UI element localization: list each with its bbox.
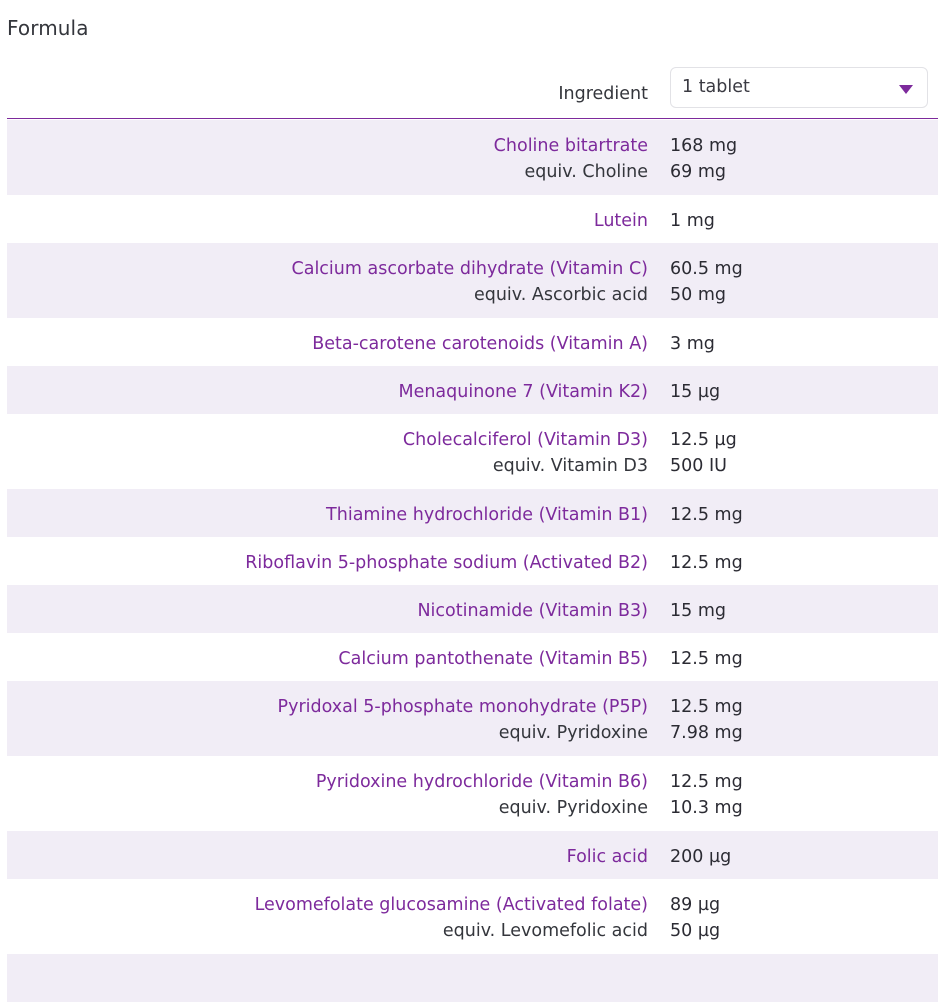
table-row [7, 537, 938, 585]
ingredient-link[interactable]: Folic acid [566, 847, 648, 867]
ingredient-amount: 12.5 mg [670, 505, 743, 525]
equivalent-name: equiv. Levomefolic acid [442, 921, 648, 941]
amount-cell [670, 133, 737, 185]
equivalent-amount: 50 µg [670, 921, 721, 941]
ingredient-name-cell [292, 256, 649, 308]
table-row [7, 489, 938, 537]
amount-cell [670, 598, 726, 624]
ingredient-name-cell [417, 598, 648, 624]
ingredient-column-label: Ingredient [558, 84, 648, 104]
equivalent-name: equiv. Ascorbic acid [473, 285, 648, 305]
table-row [7, 585, 938, 633]
table-row [7, 831, 938, 879]
serving-size-value: 1 tablet [682, 77, 750, 97]
amount-cell [670, 208, 715, 234]
ingredient-link[interactable]: Lutein [593, 211, 648, 231]
table-row [7, 879, 938, 954]
table-row [7, 633, 938, 681]
table-row [7, 414, 938, 489]
ingredient-amount: 89 µg [670, 895, 721, 915]
equivalent-amount: 500 IU [670, 456, 727, 476]
equivalent-amount: 7.98 mg [670, 723, 743, 743]
ingredient-link[interactable]: Thiamine hydrochloride (Vitamin B1) [326, 505, 648, 525]
ingredient-link[interactable]: Levomefolate glucosamine (Activated folate) [254, 895, 648, 915]
ingredient-table [7, 120, 938, 1002]
ingredient-name-cell [255, 892, 648, 944]
amount-cell [670, 844, 731, 870]
amount-cell [670, 892, 720, 944]
table-row [7, 120, 938, 195]
ingredient-link[interactable]: Calcium ascorbate dihydrate (Vitamin C) [291, 259, 648, 279]
ingredient-name-cell [245, 550, 648, 576]
ingredient-name-cell [567, 844, 648, 870]
amount-cell [670, 427, 737, 479]
ingredient-amount: 12.5 mg [670, 697, 743, 717]
equivalent-name: equiv. Pyridoxine [498, 723, 648, 743]
table-row [7, 681, 938, 756]
ingredient-name-cell [278, 694, 648, 746]
ingredient-amount: 3 mg [670, 334, 715, 354]
ingredient-link[interactable]: Pyridoxal 5-phosphate monohydrate (P5P) [277, 697, 648, 717]
ingredient-amount: 60.5 mg [670, 259, 743, 279]
ingredient-link[interactable]: Nicotinamide (Vitamin B3) [417, 601, 648, 621]
ingredient-link[interactable]: Menaquinone 7 (Vitamin K2) [398, 382, 648, 402]
amount-cell [670, 379, 720, 405]
ingredient-amount: 15 µg [670, 382, 721, 402]
equivalent-amount: 10.3 mg [670, 798, 743, 818]
amount-cell [670, 502, 743, 528]
table-row [7, 756, 938, 831]
ingredient-amount: 12.5 mg [670, 649, 743, 669]
ingredient-amount: 168 mg [670, 136, 738, 156]
ingredient-name-cell [312, 331, 648, 357]
ingredient-name-cell [338, 646, 648, 672]
amount-cell [670, 331, 715, 357]
ingredient-amount: 12.5 mg [670, 772, 743, 792]
table-row [7, 366, 938, 414]
ingredient-amount: 12.5 µg [670, 430, 737, 450]
equivalent-name: equiv. Vitamin D3 [492, 456, 648, 476]
ingredient-link[interactable]: Cholecalciferol (Vitamin D3) [402, 430, 648, 450]
ingredient-name-cell [594, 208, 648, 234]
ingredient-link[interactable]: Beta-carotene carotenoids (Vitamin A) [312, 334, 648, 354]
triangle-down-icon [899, 85, 913, 94]
equivalent-amount: 50 mg [670, 285, 726, 305]
equivalent-name: equiv. Choline [524, 162, 648, 182]
ingredient-name-cell [398, 379, 648, 405]
ingredient-amount: 15 mg [670, 601, 726, 621]
ingredient-link[interactable]: Choline bitartrate [493, 136, 648, 156]
equivalent-amount: 69 mg [670, 162, 726, 182]
table-row [7, 195, 938, 243]
amount-cell [670, 694, 743, 746]
serving-size-select[interactable] [670, 67, 928, 108]
ingredient-name-cell [403, 427, 648, 479]
ingredient-amount: 12.5 mg [670, 553, 743, 573]
table-row [7, 954, 938, 1002]
ingredient-amount: 1 mg [670, 211, 715, 231]
page-title: Formula [7, 16, 89, 40]
ingredient-link[interactable]: Calcium pantothenate (Vitamin B5) [338, 649, 648, 669]
table-row [7, 318, 938, 366]
ingredient-name-cell [494, 133, 648, 185]
equivalent-name: equiv. Pyridoxine [498, 798, 648, 818]
ingredient-name-cell [316, 769, 648, 821]
ingredient-link[interactable]: Riboflavin 5-phosphate sodium (Activated B2) [245, 553, 648, 573]
ingredient-amount: 200 µg [670, 847, 732, 867]
table-row [7, 243, 938, 318]
table-header [7, 64, 938, 119]
ingredient-name-cell [326, 502, 648, 528]
amount-cell [670, 769, 743, 821]
amount-cell [670, 550, 743, 576]
amount-cell [670, 256, 743, 308]
amount-cell [670, 646, 743, 672]
ingredient-link[interactable]: Pyridoxine hydrochloride (Vitamin B6) [315, 772, 648, 792]
